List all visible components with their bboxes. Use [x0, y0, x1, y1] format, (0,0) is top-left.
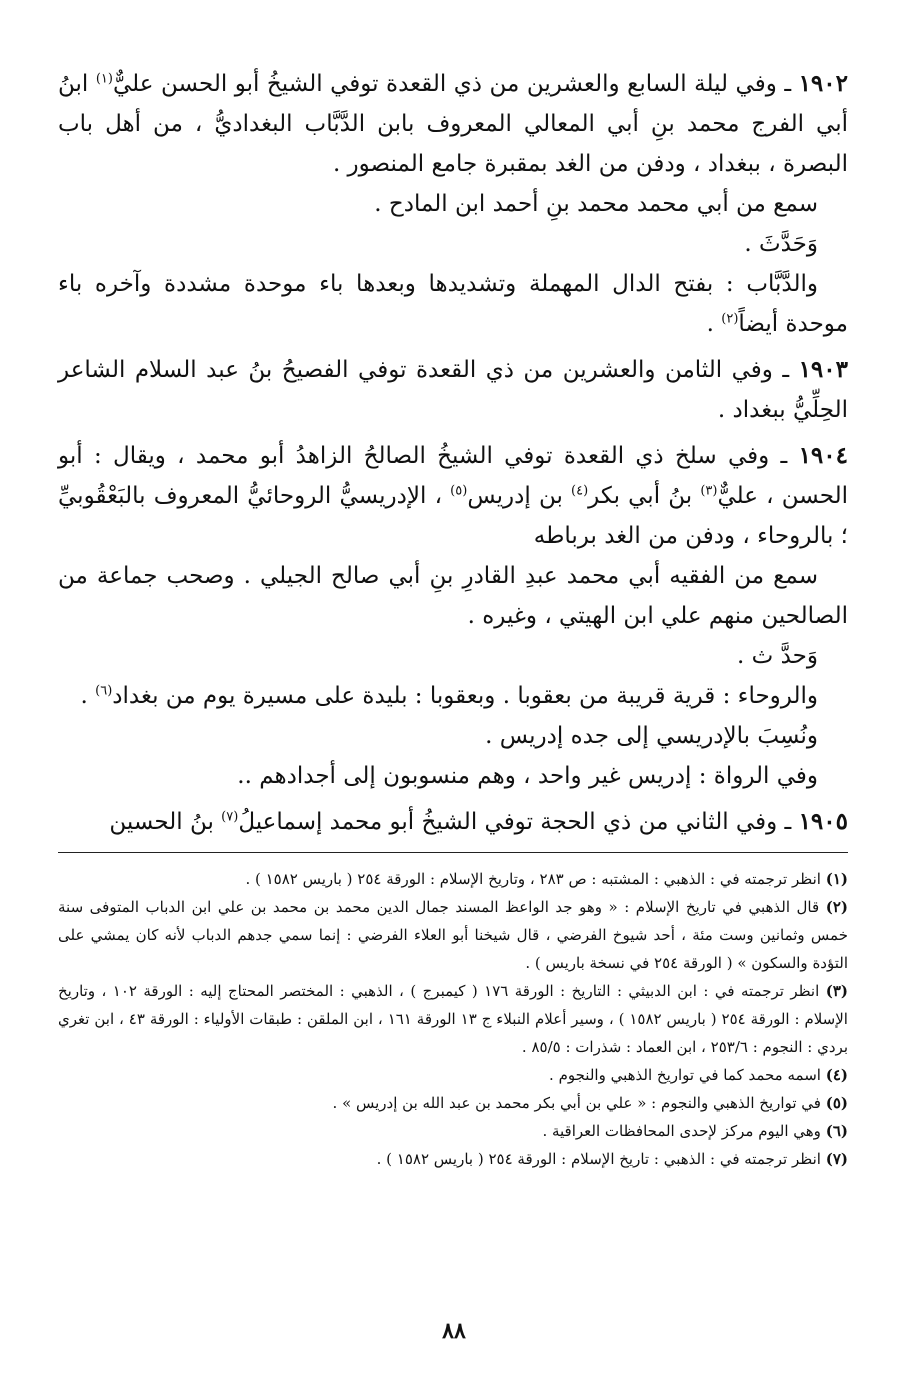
entry-number: ١٩٠٣ — [798, 356, 848, 383]
entry-number: ١٩٠٤ — [798, 442, 848, 469]
footnote-ref: (٥) — [450, 483, 468, 499]
footnote-number: (٢) — [825, 898, 848, 916]
footnote — [58, 865, 848, 893]
entry-text: ـ وفي سلخ ذي القعدة توفي الشيخُ الصالحُ الزاهدُ أبو محمد ، ويقال : أبو الحسن ، عليٌّ — [58, 443, 849, 509]
footnote-divider — [58, 852, 848, 853]
footnote — [58, 1061, 848, 1089]
footnote-text: انظر ترجمته في : ابن الدبيثي : التاريخ : الورقة ١٧٦ ( كيمبرج ) ، الذهبي : المختصر المحتاج إليه : الورقة ١٠٢ ، وتاريخ الإسلام : الورقة ٢٥٤ ( باريس ١٥٨٢ ) ، وسير أعلام النبلاء ج ١٣ الورقة ١٦١ ، ابن الملقن : طبقات الأولياء : الورقة ٤٣ ، ابن تغري بردي : النجوم : ٢٥٣/٦ ، ابن العماد : شذرات : ٨٥/٥ . — [58, 982, 848, 1056]
footnote-number: (٣) — [825, 982, 848, 1000]
entry-1905 — [58, 802, 848, 842]
entry-text: بن إدريس — [467, 483, 572, 509]
footnote-number: (٤) — [825, 1066, 848, 1084]
entry-text: بنُ الحسين — [109, 809, 222, 835]
paragraph-text: والروحاء : قرية قريبة من بعقوبا . وبعقوبا : بليدة على مسيرة يوم من بغداد — [112, 683, 818, 709]
punctuation: . — [80, 683, 96, 709]
paragraph: ونُسِبَ بالإدريسي إلى جده إدريس . — [485, 723, 818, 749]
paragraph: سمع من الفقيه أبي محمد عبدِ القادرِ بنِ أبي صالح الجيلي . وصحب جماعة من الصالحين منهم علي ابن الهيتي ، وغيره . — [58, 563, 848, 629]
footnote — [58, 1117, 848, 1145]
book-page — [58, 58, 848, 1358]
entry-text: ـ وفي ليلة السابع والعشرين من ذي القعدة توفي الشيخُ أبو الحسن عليٌّ — [112, 71, 792, 97]
footnote-text: وهي اليوم مركز لإحدى المحافظات العراقية . — [542, 1122, 821, 1140]
footnote — [58, 1089, 848, 1117]
paragraph: وَحدَّ ث . — [737, 643, 818, 669]
entry-text: ـ وفي الثامن والعشرين من ذي القعدة توفي الفصيحُ بنُ عبد السلام الشاعر الحِلِّيُّ ببغداد . — [58, 357, 848, 423]
footnote-ref: (٣) — [700, 483, 718, 499]
paragraph — [58, 264, 848, 344]
footnote-text: انظر ترجمته في : الذهبي : المشتبه : ص ٢٨٣ ، وتاريخ الإسلام : الورقة ٢٥٤ ( باريس ١٥٨٢ ) . — [245, 870, 821, 888]
page-number: ٨٨ — [442, 1318, 466, 1344]
footnote-text: اسمه محمد كما في تواريخ الذهبي والنجوم . — [549, 1066, 821, 1084]
paragraph: سمع من أبي محمد محمد بنِ أحمد ابن المادح . — [374, 191, 818, 217]
footnote-ref: (٦) — [95, 683, 113, 699]
entry-text: ـ وفي الثاني من ذي الحجة توفي الشيخُ أبو محمد إسماعيلُ — [238, 809, 792, 835]
footnote-number: (٦) — [825, 1122, 848, 1140]
paragraph: وفي الرواة : إدريس غير واحد ، وهم منسوبون إلى أجدادهم .. — [237, 763, 818, 789]
footnote-ref: (٤) — [571, 483, 589, 499]
footnote-number: (١) — [825, 870, 848, 888]
entry-text: بنُ أبي بكر — [588, 483, 701, 509]
footnote-ref: (٢) — [721, 311, 739, 327]
footnote-number: (٥) — [825, 1094, 848, 1112]
paragraph — [58, 676, 848, 716]
footnote-number: (٧) — [825, 1150, 848, 1168]
entry-1902 — [58, 64, 848, 184]
footnotes — [58, 865, 848, 1173]
paragraph: وَحَدَّثَ . — [744, 231, 818, 257]
paragraph-text: والدَّبَّاب : بفتح الدال المهملة وتشديدها وبعدها باء موحدة مشددة وآخره باء موحدة أيضاً — [58, 271, 848, 337]
entry-number: ١٩٠٢ — [798, 70, 848, 97]
entry-number: ١٩٠٥ — [798, 808, 848, 835]
footnote — [58, 977, 848, 1061]
entry-1904 — [58, 436, 848, 556]
entry-text: ، الإدريسيُّ الروحائيُّ المعروف بالبَعْقُوبيِّ ؛ بالروحاء ، ودفن من الغد برباطه — [58, 483, 848, 549]
main-text — [58, 64, 848, 842]
entry-text: ابنُ أبي الفرج محمد بنِ أبي المعالي المعروف بابن الدَّبَّاب البغداديُّ ، من أهل باب البصرة ، ببغداد ، ودفن من الغد بمقبرة جامع المنصور . — [58, 71, 848, 177]
footnote — [58, 1145, 848, 1173]
footnote-text: في تواريخ الذهبي والنجوم : « علي بن أبي بكر محمد بن عبد الله بن إدريس » . — [332, 1094, 821, 1112]
punctuation: . — [706, 311, 722, 337]
footnote-text: قال الذهبي في تاريخ الإسلام : « وهو جد الواعظ المسند جمال الدين محمد بن محمد بن علي ابن الدباب المتوفى سنة خمس وثمانين وست مئة ، أحد شيوخ الفرضي ، قال شيخنا أبو العلاء الفرضي : إنما سمي جدهم الدباب لأنه كان يمشي على التؤدة والسكون » ( الورقة ٢٥٤ في نسخة باريس ) . — [58, 898, 848, 972]
footnote — [58, 893, 848, 977]
footnote-ref: (٧) — [221, 809, 239, 825]
entry-1903 — [58, 350, 848, 430]
footnote-text: انظر ترجمته في : الذهبي : تاريخ الإسلام : الورقة ٢٥٤ ( باريس ١٥٨٢ ) . — [376, 1150, 821, 1168]
footnote-ref: (١) — [95, 71, 113, 87]
